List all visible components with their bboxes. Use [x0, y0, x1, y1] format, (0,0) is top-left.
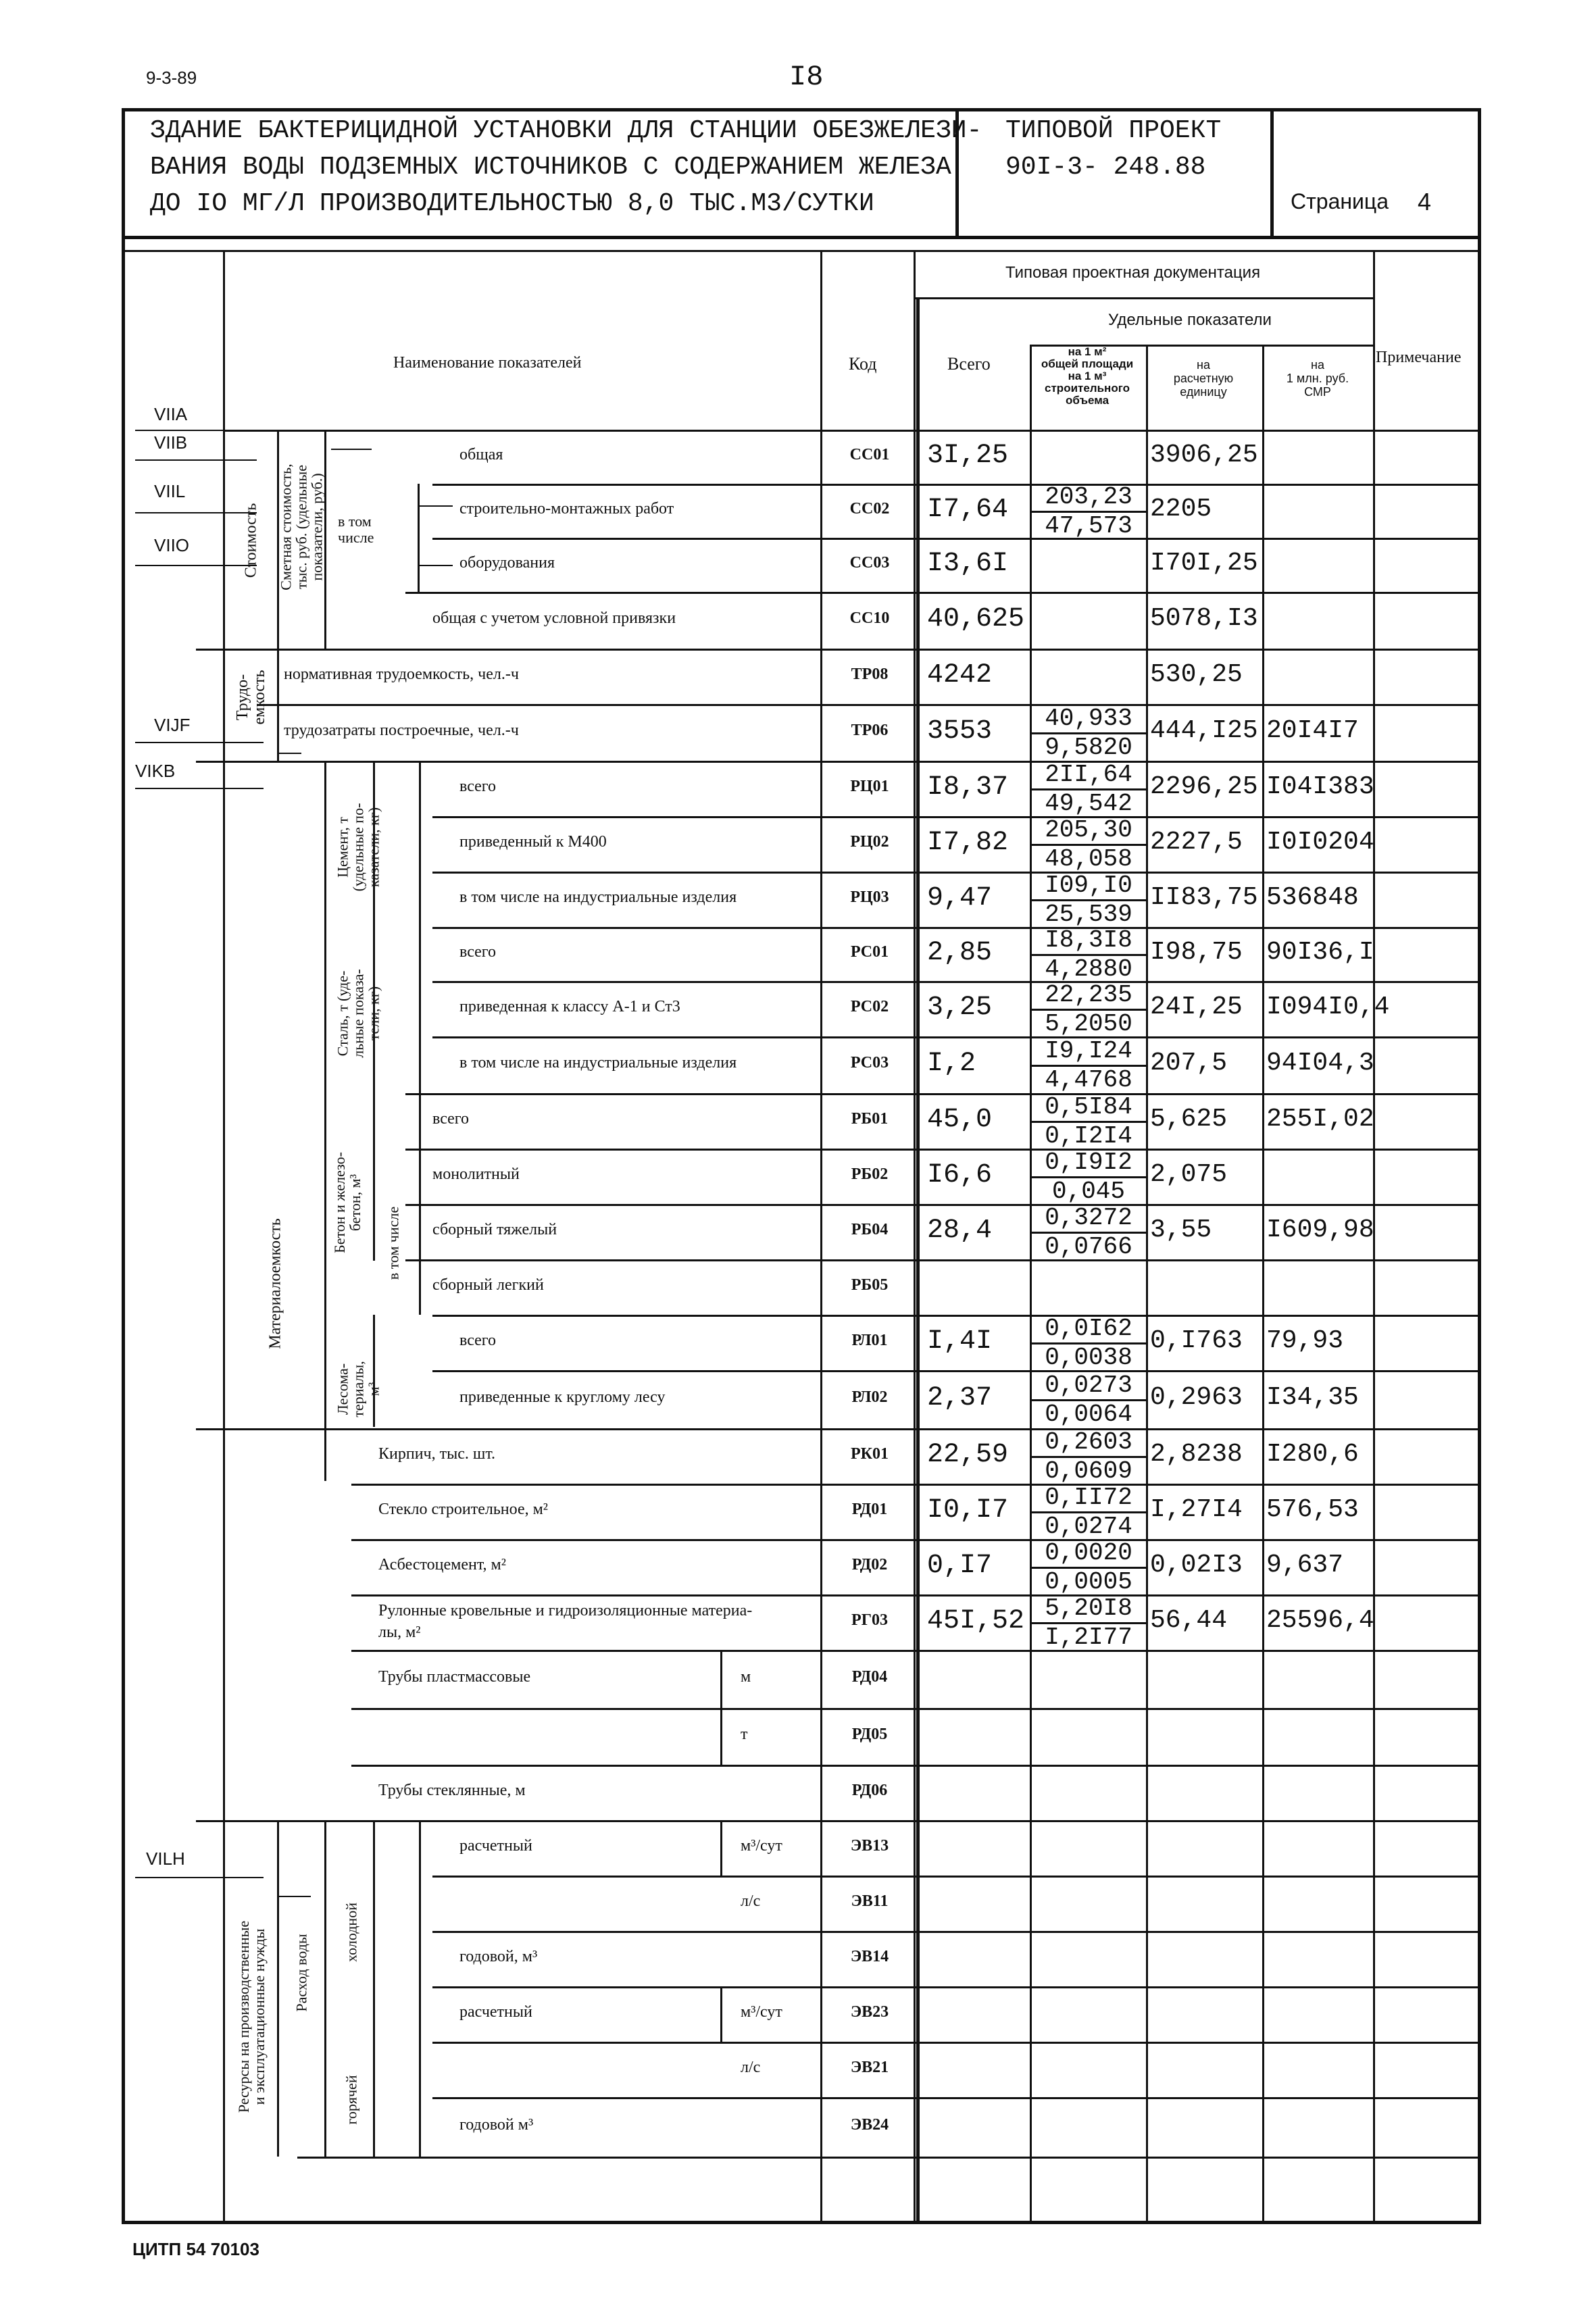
row-per-m3-volume: 49,542	[1045, 790, 1132, 818]
row-per-m2-area: 2II,64	[1031, 761, 1146, 790]
row-total: I3,6I	[927, 549, 1009, 579]
header-name: Наименование показателей	[393, 354, 582, 372]
header-typical-docs: Типовая проектная документация	[1005, 263, 1261, 282]
row-total: 45I,52	[927, 1606, 1025, 1636]
row-per-unit: 56,44	[1150, 1606, 1228, 1635]
row-code: РД04	[851, 1668, 888, 1686]
row-per-unit: 2227,5	[1150, 828, 1243, 857]
row-code: РБ04	[851, 1221, 889, 1238]
row-per-m2-area: 0,0020	[1031, 1540, 1146, 1569]
row-label: годовой м³	[459, 2116, 534, 2134]
row-code: РБ01	[851, 1110, 889, 1128]
row-per-m2-area: 0,I9I2	[1031, 1149, 1146, 1178]
sheet-value: 4	[1418, 188, 1432, 216]
row-per-m2	[1031, 872, 1146, 928]
row-code: РД05	[851, 1726, 888, 1743]
row-label: расчетный	[459, 2003, 532, 2021]
row-per-mln: 255I,02	[1266, 1105, 1374, 1134]
row-per-m2-area: 0,0273	[1031, 1372, 1146, 1401]
row-code: ЭВ13	[850, 1837, 889, 1855]
row-per-mln: 20I4I7	[1266, 716, 1359, 745]
row-total: 4242	[927, 660, 993, 690]
row-total: I7,82	[927, 828, 1009, 858]
row-code: РС02	[850, 998, 889, 1015]
row-label: расчетный	[459, 1837, 532, 1855]
group-cost: Стоимость	[242, 503, 260, 578]
row-label: нормативная трудоемкость, чел.-ч	[284, 665, 519, 683]
row-total: I6,6	[927, 1160, 993, 1190]
row-code: РД02	[851, 1556, 888, 1574]
footer-code: ЦИТП 54 70103	[132, 2239, 259, 2259]
row-per-m3-volume: 5,2050	[1045, 1010, 1132, 1038]
row-unit-label: м³/сут	[741, 1837, 782, 1855]
row-per-m2-area: 0,2603	[1031, 1429, 1146, 1458]
row-label: строительно-монтажных работ	[459, 500, 674, 518]
row-label: Кирпич, тыс. шт.	[378, 1445, 496, 1463]
doc-title-line-3: ДО IO МГ/Л ПРОИЗВОДИТЕЛЬНОСТЬЮ 8,0 ТЫС.М3/СУТКИ	[150, 189, 874, 218]
row-total: I8,37	[927, 772, 1009, 803]
side-mark-viio: VIIO	[154, 535, 190, 555]
row-per-m3-volume: 9,5820	[1045, 734, 1132, 761]
row-per-m3-volume: 4,2880	[1045, 955, 1132, 983]
row-per-m2	[1031, 1038, 1146, 1094]
row-label: приведенные к круглому лесу	[459, 1388, 666, 1406]
row-code: РЛ01	[851, 1332, 888, 1349]
row-per-m2	[1031, 1595, 1146, 1651]
row-total: 2,85	[927, 938, 993, 968]
row-total: 28,4	[927, 1215, 993, 1246]
row-code: ЭВ11	[851, 1892, 889, 1910]
row-label: Асбестоцемент, м²	[378, 1556, 506, 1574]
row-code: ЭВ14	[850, 1948, 889, 1965]
side-mark-viil: VIIL	[154, 481, 186, 501]
row-total: 45,0	[927, 1105, 993, 1135]
row-total: 40,625	[927, 604, 1025, 634]
row-per-m3-volume: 25,539	[1045, 901, 1132, 928]
header-code: Код	[849, 354, 877, 374]
row-total: 3,25	[927, 992, 993, 1023]
row-code: ТР06	[851, 722, 889, 739]
row-per-m2-area: 40,933	[1031, 705, 1146, 734]
row-code: ТР08	[851, 665, 889, 683]
row-per-mln: 90I36,I	[1266, 938, 1374, 967]
row-total: I0,I7	[927, 1495, 1009, 1526]
row-per-m2-area: 5,20I8	[1031, 1595, 1146, 1624]
header-per-unit: на расчетную единицу	[1173, 358, 1234, 399]
row-label: всего	[459, 943, 497, 961]
row-per-m2-area: 0,0I62	[1031, 1315, 1146, 1344]
row-code: РЦ03	[850, 888, 889, 906]
row-label: приведенная к классу А-1 и Ст3	[459, 998, 680, 1015]
row-code: ЭВ24	[850, 2116, 889, 2134]
group-cost-sub: Сметная стоимость, тыс. руб. (удельные показатели, руб.)	[277, 463, 326, 590]
group-concrete-incl: в том числе	[384, 1206, 402, 1280]
row-code: СС03	[849, 554, 890, 572]
row-total: I,2	[927, 1049, 976, 1079]
row-per-m2-area: 22,235	[1031, 982, 1146, 1011]
project-label: ТИПОВОЙ ПРОЕКТ	[1005, 116, 1222, 145]
project-number: 90I-3- 248.88	[1005, 153, 1206, 182]
row-per-unit: 5,625	[1150, 1105, 1228, 1134]
row-code: РЦ01	[850, 778, 889, 795]
group-steel: Сталь, т (уде- льные показа- тели, кг)	[334, 969, 382, 1058]
row-total: I,4I	[927, 1326, 993, 1357]
row-label: годовой, м³	[459, 1948, 538, 1965]
row-per-m3-volume: 0,0005	[1045, 1568, 1132, 1596]
row-per-m2-area: 205,30	[1031, 817, 1146, 846]
row-per-m2	[1031, 761, 1146, 818]
row-per-m3-volume: 47,573	[1045, 512, 1132, 540]
row-per-m3-volume: 4,4768	[1045, 1066, 1132, 1094]
row-code: РЦ02	[850, 833, 889, 851]
row-label: сборный тяжелый	[432, 1221, 557, 1238]
row-code: РБ05	[851, 1276, 889, 1294]
side-mark-vijf: VIJF	[154, 715, 191, 735]
row-code: РБ02	[851, 1165, 889, 1183]
row-per-unit: I70I,25	[1150, 549, 1258, 578]
group-resources: Ресурсы на производственные и эксплуатационные нужды	[234, 1920, 268, 2113]
group-concrete: Бетон и железо- бетон, м³	[330, 1152, 364, 1253]
row-code: РЛ02	[851, 1388, 888, 1406]
row-code: РД06	[851, 1782, 888, 1799]
row-code: РС03	[850, 1054, 889, 1072]
row-per-m3-volume: 0,0064	[1045, 1401, 1132, 1428]
row-label: общая	[459, 446, 503, 463]
group-labor: Трудо- емкость	[233, 670, 268, 725]
row-per-m3-volume: 0,0609	[1045, 1457, 1132, 1485]
row-total: 0,I7	[927, 1551, 993, 1581]
row-per-unit: 0,2963	[1150, 1383, 1243, 1412]
row-label: оборудования	[459, 554, 555, 572]
row-per-unit: 3,55	[1150, 1215, 1212, 1244]
row-per-unit: 530,25	[1150, 660, 1243, 689]
row-total: 9,47	[927, 883, 993, 913]
row-unit-label: м³/сут	[741, 2003, 782, 2021]
row-per-unit: I,27I4	[1150, 1495, 1243, 1524]
row-total: 2,37	[927, 1383, 993, 1413]
row-per-mln: I609,98	[1266, 1215, 1374, 1244]
row-per-unit: 2296,25	[1150, 772, 1258, 801]
row-per-m2	[1031, 1315, 1146, 1372]
row-unit-label: м	[741, 1668, 751, 1686]
row-per-m2	[1031, 484, 1146, 540]
row-code: СС01	[849, 446, 890, 463]
row-code: РС01	[850, 943, 889, 961]
row-per-m3-volume: 0,I2I4	[1045, 1122, 1132, 1150]
group-cold: холодной	[343, 1903, 360, 1962]
row-per-mln: 9,637	[1266, 1551, 1344, 1580]
row-per-m3-volume: I,2I77	[1045, 1624, 1132, 1651]
row-per-m2-area: I9,I24	[1031, 1038, 1146, 1067]
row-per-m3-volume: 0,0038	[1045, 1344, 1132, 1372]
row-per-mln: 536848	[1266, 883, 1359, 912]
row-per-m3-volume: 48,058	[1045, 845, 1132, 873]
row-label: всего	[432, 1110, 470, 1128]
row-code: РК01	[850, 1445, 889, 1463]
row-per-mln: 25596,4	[1266, 1606, 1374, 1635]
row-per-m2-area: 0,II72	[1031, 1484, 1146, 1513]
row-code: СС10	[849, 609, 890, 627]
row-per-m2-area: I8,3I8	[1031, 927, 1146, 956]
row-code: РД01	[851, 1501, 888, 1518]
row-per-m2	[1031, 1205, 1146, 1261]
row-per-m2-area: 0,3272	[1031, 1205, 1146, 1234]
row-per-mln: 94I04,3	[1266, 1049, 1374, 1078]
row-per-m2	[1031, 1094, 1146, 1150]
row-total: I7,64	[927, 495, 1009, 525]
row-label: Стекло строительное, м²	[378, 1501, 548, 1518]
row-per-mln: I04I383	[1266, 772, 1374, 801]
row-per-m2-area: 203,23	[1031, 484, 1146, 513]
side-mark-vilh: VILH	[146, 1848, 185, 1869]
header-specific: Удельные показатели	[1108, 311, 1272, 329]
row-per-m2-area: 0,5I84	[1031, 1094, 1146, 1123]
row-per-m2	[1031, 705, 1146, 761]
row-unit-label: л/с	[741, 1892, 761, 1910]
row-per-unit: 207,5	[1150, 1049, 1228, 1078]
row-total: 22,59	[927, 1440, 1009, 1470]
row-label-cont: лы, м²	[378, 1624, 421, 1641]
row-per-mln: 79,93	[1266, 1326, 1344, 1355]
header-note: Примечание	[1376, 349, 1462, 366]
row-label: Трубы стеклянные, м	[378, 1782, 526, 1799]
row-per-m2	[1031, 1540, 1146, 1596]
row-per-unit: 444,I25	[1150, 716, 1258, 745]
row-per-unit: 3906,25	[1150, 441, 1258, 470]
row-per-unit: 0,02I3	[1150, 1551, 1243, 1580]
group-hot: горячей	[343, 2075, 360, 2125]
doc-date: 9-3-89	[146, 68, 197, 88]
row-per-m2	[1031, 817, 1146, 873]
group-materials: Материалоемкость	[266, 1218, 284, 1349]
row-per-m2	[1031, 1484, 1146, 1540]
header-per-m2: на 1 м² общей площади на 1 м³ строительного объема	[1041, 345, 1134, 407]
row-label: сборный легкий	[432, 1276, 544, 1294]
row-label: трудозатраты построечные, чел.-ч	[284, 722, 519, 739]
row-total: 3553	[927, 716, 993, 747]
row-unit-label: т	[741, 1726, 748, 1743]
group-water: Расход воды	[293, 1934, 310, 2012]
row-label: Трубы пластмассовые	[378, 1668, 531, 1686]
row-per-m3-volume: 0,0766	[1045, 1233, 1132, 1261]
page-number: I8	[789, 61, 824, 93]
row-label: приведенный к М400	[459, 833, 607, 851]
row-per-m2	[1031, 1429, 1146, 1485]
row-per-unit: 2,075	[1150, 1160, 1228, 1189]
row-total: 3I,25	[927, 441, 1009, 471]
row-label: общая с учетом условной привязки	[432, 609, 676, 627]
row-label: Рулонные кровельные и гидроизоляционные материа-	[378, 1602, 753, 1619]
row-per-unit: II83,75	[1150, 883, 1258, 912]
row-code: СС02	[849, 500, 890, 518]
group-including: в том числе	[338, 513, 374, 546]
row-label: монолитный	[432, 1165, 520, 1183]
row-per-unit: 2205	[1150, 495, 1212, 524]
row-per-m3-volume: 0,0274	[1045, 1513, 1132, 1540]
row-code: РГ03	[851, 1611, 888, 1629]
row-per-mln: I094I0,4	[1266, 992, 1390, 1022]
side-mark-vikb: VIKB	[135, 761, 176, 781]
header-per-mln: на 1 млн. руб. СМР	[1286, 358, 1349, 399]
row-per-unit: 0,I763	[1150, 1326, 1243, 1355]
row-label: в том числе на индустриальные изделия	[459, 1054, 737, 1072]
row-per-mln: 576,53	[1266, 1495, 1359, 1524]
row-per-unit: 24I,25	[1150, 992, 1243, 1022]
row-label: в том числе на индустриальные изделия	[459, 888, 737, 906]
row-label: всего	[459, 1332, 497, 1349]
row-code: ЭВ21	[850, 2059, 889, 2076]
row-code: ЭВ23	[850, 2003, 889, 2021]
row-per-mln: I34,35	[1266, 1383, 1359, 1412]
row-per-unit: 5078,I3	[1150, 604, 1258, 633]
row-per-unit: 2,8238	[1150, 1440, 1243, 1469]
row-per-m3-volume: 0,045	[1051, 1178, 1126, 1205]
group-cement: Цемент, т (удельные по- казатели, кг)	[334, 803, 382, 892]
row-per-m2	[1031, 1372, 1146, 1428]
row-unit-label: л/с	[741, 2059, 761, 2076]
doc-title-line-1: ЗДАНИЕ БАКТЕРИЦИДНОЙ УСТАНОВКИ ДЛЯ СТАНЦИИ ОБЕЗЖЕЛЕЗИ-	[150, 116, 982, 145]
side-mark-viib: VIIB	[154, 432, 188, 453]
row-per-m2-area: I09,I0	[1031, 872, 1146, 901]
sheet-label: Страница	[1291, 189, 1389, 213]
row-per-mln: I0I0204	[1266, 828, 1374, 857]
row-per-m2	[1031, 927, 1146, 983]
side-mark-viia: VIIA	[154, 404, 188, 424]
row-per-m2	[1031, 982, 1146, 1038]
row-per-m2	[1031, 1149, 1146, 1205]
row-label: всего	[459, 778, 497, 795]
row-per-unit: I98,75	[1150, 938, 1243, 967]
header-total: Всего	[947, 354, 991, 374]
row-per-mln: I280,6	[1266, 1440, 1359, 1469]
group-timber: Лесома- териалы, м³	[334, 1361, 382, 1417]
doc-title-line-2: ВАНИЯ ВОДЫ ПОДЗЕМНЫХ ИСТОЧНИКОВ С СОДЕРЖАНИЕМ ЖЕЛЕЗА	[150, 153, 951, 182]
